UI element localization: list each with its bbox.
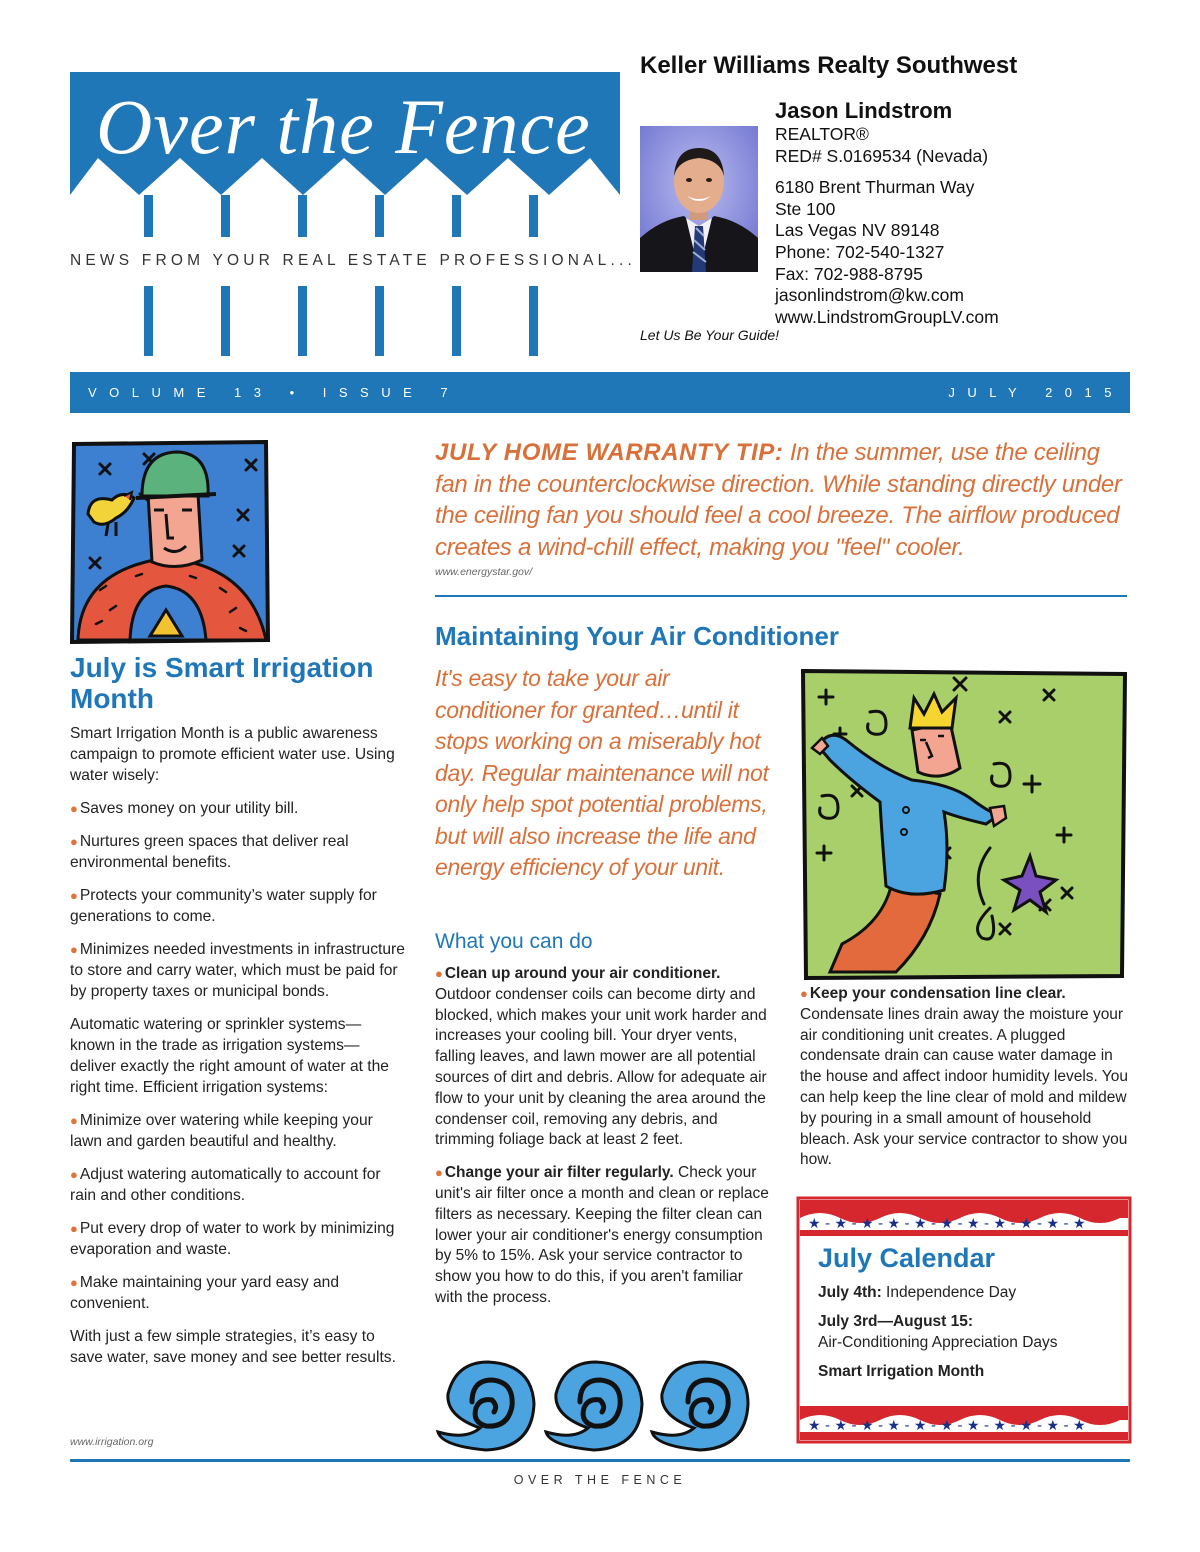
ac-column-2 bbox=[800, 984, 1130, 1171]
bullet-icon: ● bbox=[70, 801, 78, 816]
warranty-tip bbox=[435, 437, 1125, 563]
agent-name: Jason Lindstrom bbox=[775, 98, 953, 123]
tip-source[interactable]: www.energystar.gov/ bbox=[435, 566, 533, 578]
agent-address-line2: Ste 100 bbox=[775, 198, 836, 219]
newsletter-tagline: NEWS FROM YOUR REAL ESTATE PROFESSIONAL... bbox=[70, 252, 636, 269]
agent-city: Las Vegas NV 89148 bbox=[775, 220, 940, 241]
irrigation-source[interactable]: www.irrigation.org bbox=[70, 1436, 154, 1448]
irrigation-middle: Automatic watering or sprinkler systems—known in the trade as irrigation systems—deliver exactly the right amount of water at the right time. Efficient irrigation systems: bbox=[70, 1016, 389, 1096]
tip-text: In the summer, use the ceiling fan in the counterclockwise direction. While standing directly under the ceiling fan you should feel a cool breeze. The airflow produced creates a wind-chill effect, making you "feel" cooler. bbox=[435, 439, 1122, 561]
irrigation-intro: Smart Irrigation Month is a public awareness campaign to promote efficient water use. Using water wisely: bbox=[70, 725, 395, 784]
ac-title: Maintaining Your Air Conditioner bbox=[435, 621, 839, 651]
svg-text:★ - ★ - ★ - ★ - ★ - ★ - ★ - ★: ★ - ★ - ★ - ★ - ★ - ★ - ★ - ★ - ★ - ★ - ★ bbox=[808, 1216, 1086, 1232]
list-item: ● Change your air filter regularly. Check your unit's air filter once a month and clean or replace filters as necessary. Keeping the filter clean can lower your air conditioner's energy consumption by 5% to 15%. Ask your service contractor to show you how to do this, if you aren't familiar with the process. bbox=[435, 1164, 769, 1306]
calendar-title: July Calendar bbox=[818, 1243, 996, 1273]
list-item: ● Minimize over watering while keeping your lawn and garden beautiful and healthy. bbox=[70, 1112, 373, 1150]
list-item: ● Keep your condensation line clear. Condensate lines drain away the moisture your air conditioning unit creates. A plugged condensate drain can cause water damage in the house and affect indoor humidity levels. You can help keep the line clear of mold and mildew by pouring in a small amount of household bleach. Ask your service contractor to show you how. bbox=[800, 985, 1129, 1169]
agent-title: REALTOR® bbox=[775, 124, 869, 144]
bullet-icon: ● bbox=[70, 1275, 78, 1290]
agent-slogan: Let Us Be Your Guide! bbox=[640, 327, 780, 343]
agent-contact bbox=[775, 98, 999, 328]
list-item: ● Nurtures green spaces that deliver real environmental benefits. bbox=[70, 833, 349, 871]
calendar-event: Smart Irrigation Month bbox=[818, 1363, 985, 1380]
list-item: ● Make maintaining your yard easy and convenient. bbox=[70, 1274, 340, 1312]
newsletter-title: Over the Fence bbox=[96, 83, 591, 170]
svg-text:★ - ★ - ★ - ★ - ★ - ★ - ★ - ★: ★ - ★ - ★ - ★ - ★ - ★ - ★ - ★ - ★ - ★ - ★ bbox=[808, 1418, 1086, 1434]
bullet-icon: ● bbox=[70, 942, 78, 957]
agent-phone: Phone: 702-540-1327 bbox=[775, 241, 945, 262]
agent-photo bbox=[640, 126, 758, 272]
calendar-events bbox=[818, 1282, 1123, 1390]
calendar-event: July 4th: Independence Day bbox=[818, 1284, 1017, 1301]
agent-license: RED# S.0169534 (Nevada) bbox=[775, 145, 989, 166]
list-item: ● Clean up around your air conditioner. Outdoor condenser coils can become dirty and blocked, which makes your unit work harder and increases your cooling bill. Your dryer vents, falling leaves, and lawn mower are all potential sources of dirt and debris. Allow for adequate air flow to your unit by cleaning the area around the condenser coil, removing any debris, and trimming foliage back at least 2 feet. bbox=[435, 965, 767, 1149]
issue-volume: VOLUME 13 • ISSUE 7 bbox=[88, 385, 461, 400]
list-item: ● Protects your community’s water supply for generations to come. bbox=[70, 887, 377, 925]
tip-label: JULY HOME WARRANTY TIP: bbox=[435, 439, 784, 466]
footer-divider bbox=[70, 1459, 1130, 1462]
agent-address-line1: 6180 Brent Thurman Way bbox=[775, 177, 975, 198]
agent-fax: Fax: 702-988-8795 bbox=[775, 263, 923, 284]
list-item: ● Saves money on your utility bill. bbox=[70, 800, 299, 817]
bullet-icon: ● bbox=[435, 966, 443, 981]
divider bbox=[435, 595, 1127, 597]
bullet-icon: ● bbox=[70, 1221, 78, 1236]
agent-email[interactable]: jasonlindstrom@kw.com bbox=[775, 285, 964, 306]
irrigation-closing: With just a few simple strategies, it’s easy to save water, save money and see better results. bbox=[70, 1328, 396, 1366]
agent-website[interactable]: www.LindstromGroupLV.com bbox=[775, 306, 999, 327]
list-item: ● Adjust watering automatically to account for rain and other conditions. bbox=[70, 1166, 381, 1204]
bullet-icon: ● bbox=[70, 1113, 78, 1128]
farmer-illustration bbox=[70, 440, 270, 644]
bullet-icon: ● bbox=[435, 1165, 443, 1181]
swirl-decoration bbox=[436, 1356, 750, 1454]
footer-title: OVER THE FENCE bbox=[513, 1473, 687, 1487]
issue-date: JULY 2015 bbox=[948, 385, 1124, 400]
ac-column-1 bbox=[435, 964, 770, 1321]
bullet-icon: ● bbox=[70, 1167, 78, 1182]
irrigation-title: July is Smart Irrigation Month bbox=[70, 652, 374, 714]
bullet-icon: ● bbox=[70, 888, 78, 903]
list-item: ● Put every drop of water to work by minimizing evaporation and waste. bbox=[70, 1220, 395, 1258]
happy-man-illustration bbox=[800, 668, 1128, 980]
list-item: ● Minimizes needed investments in infrastructure to store and carry water, which must be paid for by property taxes or municipal bonds. bbox=[70, 941, 405, 1000]
masthead bbox=[70, 72, 636, 362]
issue-bar bbox=[70, 372, 1130, 413]
ac-subtitle: What you can do bbox=[435, 930, 593, 953]
ac-intro: It's easy to take your air conditioner for granted…until it stops working on a miserably hot day. Regular maintenance will not only help spot potential problems, but will also increase the life and energy efficiency of your unit. bbox=[435, 665, 769, 880]
irrigation-article bbox=[70, 723, 405, 1380]
bullet-icon: ● bbox=[800, 986, 808, 1001]
calendar-event: July 3rd—August 15: Air-Conditioning Appreciation Days bbox=[818, 1313, 1058, 1351]
bullet-icon: ● bbox=[70, 834, 78, 849]
company-name: Keller Williams Realty Southwest bbox=[640, 52, 1018, 79]
